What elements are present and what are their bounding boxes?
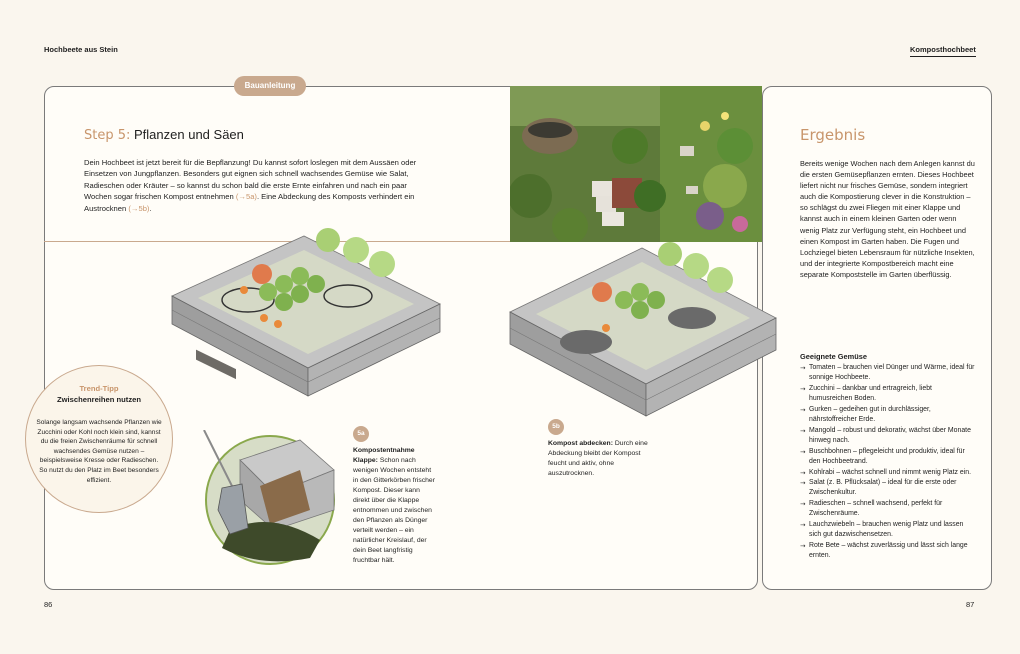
garden-photo bbox=[510, 86, 762, 242]
raised-bed-illustration-main bbox=[168, 224, 444, 400]
step-badge-5b: 5b bbox=[548, 419, 564, 435]
step-heading bbox=[84, 127, 244, 143]
trend-tip-text: Solange langsam wachsende Pflanzen wie Zucchini oder Kohl noch klein sind, kannst du die freien Zwischenräume für schnell wachsendes Gemüse nutzen – beispielsweise Kresse oder Radieschen. So nutzt du den Platz im Beet besonders effizient. bbox=[36, 419, 162, 484]
list-item: → Mangold – robust und dekorativ, wächst über Monate hinweg nach. bbox=[800, 426, 976, 446]
raised-bed-illustration-covered bbox=[506, 236, 780, 420]
page-number-left: 86 bbox=[44, 600, 53, 609]
ref-5a: (→5a) bbox=[235, 192, 257, 202]
result-text: Bereits wenige Wochen nach dem Anlegen kannst du die ersten Gemüsepflanzen ernten. Dieses Hochbeet liefert nicht nur frisches Gemüse, sondern integriert auch die Kompostierung clever in die Konstruktion – so schlägst du zwei Fliegen mit einer Klappe und kannst auch in einem kleinen Garten oder wenn wenig Platz zur Verfügung steht, ein Hochbeet und einen Kompost im Garten haben. Die Fugen und Lochziegel bieten Lebensraum für nützliche Insekten, und der integrierte Kompostbereich macht eine separate Kompoststelle im Garten überflüssig. bbox=[800, 159, 975, 279]
list-item: → Tomaten – brauchen viel Dünger und Wärme, ideal für sonnige Hochbeete. bbox=[800, 363, 976, 383]
list-item: → Zucchini – dankbar und ertragreich, liebt humusreichen Boden. bbox=[800, 384, 976, 404]
vegetables-list bbox=[800, 363, 976, 562]
list-item: → Salat (z. B. Pflücksalat) – ideal für die erste oder Zwischenkultur. bbox=[800, 478, 976, 498]
step-title: Pflanzen und Säen bbox=[134, 127, 244, 142]
caption-5a: Kompostentnahme Klappe: Schon nach wenigen Wochen entsteht in den Gitterkörben frischer Kompost. Dieser kann direkt über die Klappe entnommen und zwischen den Pflanzen als Dünger verteilt werden – ein natürlicher Kreislauf, der dein Beet langfristig fruchtbar hält. bbox=[353, 447, 435, 564]
page-number-right: 87 bbox=[966, 600, 975, 609]
list-item: → Rote Bete – wächst zuverlässig und lässt sich lange ernten. bbox=[800, 541, 976, 561]
result-title: Ergebnis bbox=[800, 126, 866, 144]
step-badge-5a: 5a bbox=[353, 426, 369, 442]
list-item: → Gurken – gedeihen gut in durchlässiger, nährstoffreicher Erde. bbox=[800, 405, 976, 425]
trend-tip bbox=[25, 365, 173, 513]
step-intro-text: Dein Hochbeet ist jetzt bereit für die Bepflanzung! Du kannst sofort loslegen mit dem Aussäen oder Einsetzen von Jungpflanzen. Besonders gut eignen sich schnell wachsendes Gemüse wie Salat, Radieschen oder Kräuter – so kannst du schon bald die erste Ernte einfahren und nach ein paar Wochen sogar frischen Kompost entnehmen (→5a). Eine Abdeckung des Komposts verhindert ein Austrocknen (→5b). bbox=[84, 158, 417, 213]
caption-5b: Kompost abdecken: Durch eine Abdeckung bleibt der Kompost feucht und aktiv, ohne auszutrocknen. bbox=[548, 440, 648, 477]
list-item: → Buschbohnen – pflegeleicht und produktiv, ideal für den Hochbeetrand. bbox=[800, 447, 976, 467]
list-item: → Radieschen – schnell wachsend, perfekt für Zwischenräume. bbox=[800, 499, 976, 519]
list-item: → Kohlrabi – wächst schnell und nimmt wenig Platz ein. bbox=[800, 468, 976, 478]
running-header-right: Komposthochbeet bbox=[910, 45, 976, 54]
vegetables-title: Geeignete Gemüse bbox=[800, 352, 867, 361]
section-tab: Bauanleitung bbox=[234, 76, 306, 96]
trend-tip-label: Trend-Tipp bbox=[79, 384, 119, 393]
compost-hatch-detail bbox=[200, 430, 340, 570]
ref-5b: (→5b) bbox=[128, 203, 150, 213]
list-item: → Lauchzwiebeln – brauchen wenig Platz und lassen sich gut dazwischensetzen. bbox=[800, 520, 976, 540]
trend-tip-title: Zwischenreihen nutzen bbox=[57, 395, 141, 404]
step-number: Step 5: bbox=[84, 128, 131, 143]
running-header-left: Hochbeete aus Stein bbox=[44, 45, 118, 54]
